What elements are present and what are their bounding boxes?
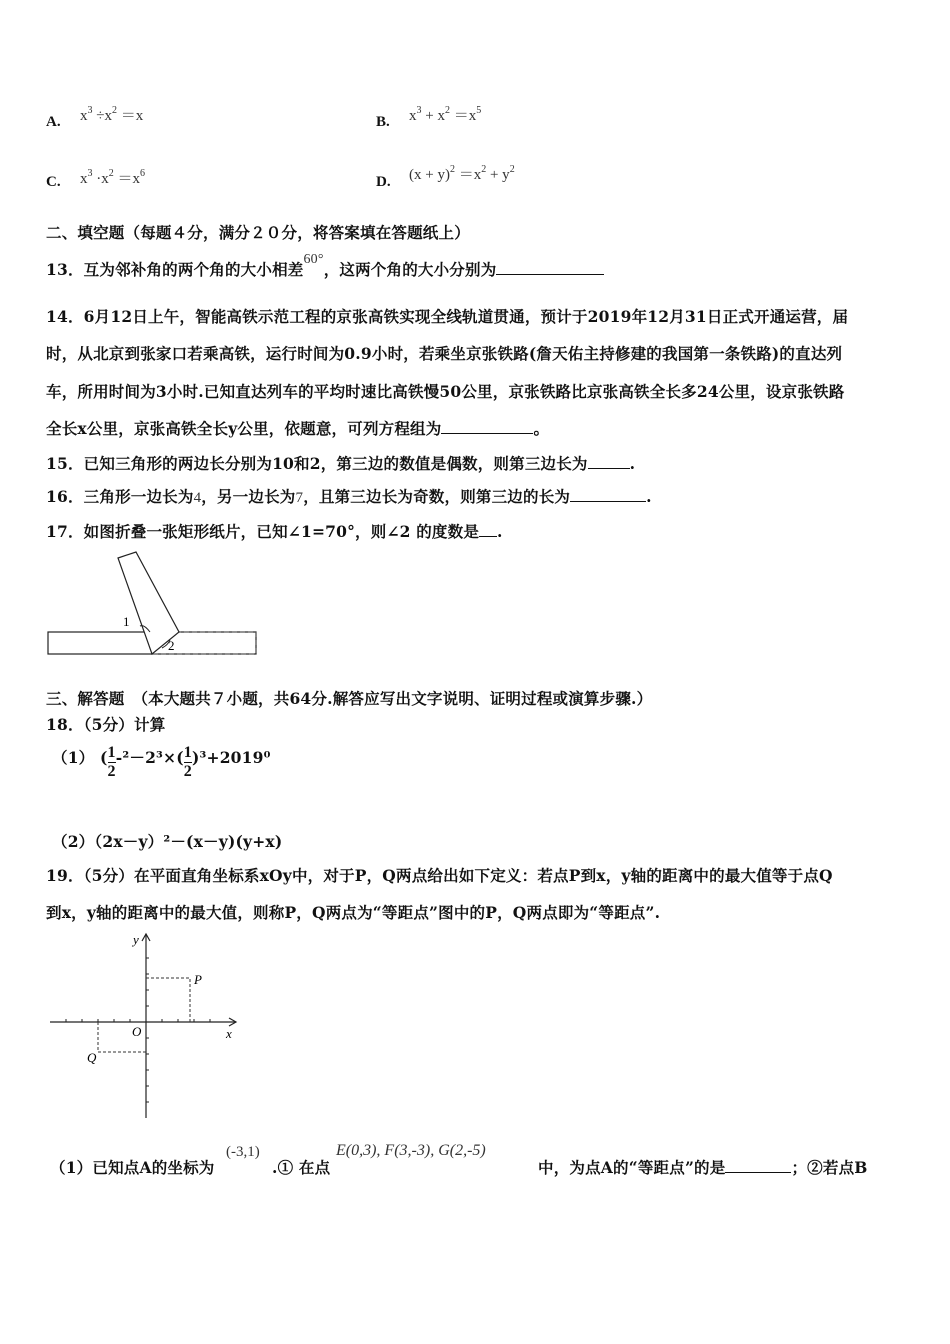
q19-answer-blank[interactable] <box>725 1158 791 1173</box>
q17-answer-blank[interactable] <box>479 522 497 537</box>
angle-2-label: 2 <box>168 638 175 653</box>
q14-line-4-text: 全长x公里，京张高铁全长y公里，依题意，可列方程组为 <box>46 419 442 438</box>
q16-side-a: 4 <box>193 490 202 506</box>
point-q-label: Q <box>87 1050 97 1065</box>
q14-answer-blank[interactable] <box>441 419 533 434</box>
coordinate-plane-figure <box>46 930 246 1122</box>
q18-fraction-1: $\frac{1}{2}$ <box>107 744 116 780</box>
angle-1-label: 1 <box>123 614 130 629</box>
origin-label: O <box>132 1024 142 1039</box>
q19-line-1: 19．（5分）在平面直角坐标系xOy中，对于P，Q两点给出如下定义：若点P到x，y轴的距离中的最大值等于点Q <box>46 866 833 885</box>
q18-part-1-b: )³+2019⁰ <box>191 747 271 767</box>
q15-answer-blank[interactable] <box>588 454 630 469</box>
option-b-expression: $x^3 + x^2 =x^5$ <box>409 105 482 124</box>
q14-line-1: 14．6月12日上午，智能高铁示范工程的京张高铁实现全线轨道贯通，预计于2019年12月31日正式开通运营，届 <box>46 307 849 326</box>
q17-end: . <box>497 522 503 541</box>
q14-line-4 <box>46 417 549 439</box>
question-13 <box>46 252 604 280</box>
q19-sub-1-line <box>538 1156 868 1178</box>
q18-title: 18．（5分）计算 <box>46 715 166 734</box>
point-p-guides <box>146 978 190 1022</box>
q13-angle: 60° <box>303 252 324 267</box>
q16-prefix: 16．三角形一边长为 <box>46 487 194 506</box>
q18-part-1: （1） ( $\frac{1}{2}$ -²－2³×( $\frac{1}{2}$ )³+2019⁰ <box>52 744 271 780</box>
q16-answer-blank[interactable] <box>570 487 646 502</box>
option-c-letter: C. <box>46 174 61 190</box>
q18-part-1-a: -²－2³×( <box>115 747 184 767</box>
q15-text: 15．已知三角形的两边长分别为10和2，第三边的数值是偶数，则第三边长为 <box>46 454 588 473</box>
q19-line-2: 到x，y轴的距离中的最大值，则称P，Q两点为“等距点”图中的P，Q两点即为“等距点”. <box>46 903 661 922</box>
option-d-letter: D. <box>376 174 391 190</box>
folded-paper-figure <box>40 548 270 663</box>
option-d-expression: $(x + y)^2 =x^2 + y^2$ <box>409 164 515 183</box>
q13-suffix: ，这两个角的大小分别为 <box>323 260 497 279</box>
x-axis-label: x <box>226 1026 232 1041</box>
question-17 <box>46 520 503 542</box>
q18-part-2: （2）（2x－y）²－(x－y)(y+x) <box>52 832 283 851</box>
q17-text: 17．如图折叠一张矩形纸片，已知∠1=70°，则∠2 的度数是 <box>46 522 480 541</box>
q19-sub-1-text-c: 中，为点A的“等距点”的是 <box>538 1158 726 1177</box>
q14-line-3: 车，所用时间为3小时.已知直达列车的平均时速比高铁慢50公里，京张铁路比京张高铁全长多24公里，设京张铁路 <box>46 382 845 401</box>
q19-sub-1-text-a: （1）已知点A的坐标为 <box>50 1158 215 1177</box>
question-15 <box>46 452 635 474</box>
q18-fraction-2: $\frac{1}{2}$ <box>183 744 192 780</box>
y-axis-label: y <box>133 932 139 947</box>
q18-part-1-label: （1） <box>52 747 95 767</box>
option-b-letter: B. <box>376 114 390 130</box>
option-a-expression: $x^3 \div x^2 =x$ <box>80 105 144 124</box>
q16-suffix: ，且第三边长为奇数，则第三边的长为 <box>303 487 571 506</box>
q16-side-b: 7 <box>295 490 304 506</box>
q19-sub-1-text-d: ；②若点B <box>791 1158 868 1177</box>
q13-prefix: 13．互为邻补角的两个角的大小相差 <box>46 260 304 279</box>
section-3-heading: 三、解答题 （本大题共７小题，共64分.解答应写出文字说明、证明过程或演算步骤.） <box>46 689 653 708</box>
q14-line-2: 时，从北京到张家口若乘高铁，运行时间为0.9小时，若乘坐京张铁路(詹天佑主持修建的我国第一条铁路)的直达列 <box>46 344 843 363</box>
q16-end: . <box>646 487 652 506</box>
q19-sub-1-text-b: .① 在点 <box>272 1158 331 1177</box>
point-p-label: P <box>194 972 202 987</box>
q19-point-a: (-3,1) <box>226 1144 260 1160</box>
option-c-expression: $x^3 \cdot x^2 =x^6$ <box>80 168 146 187</box>
q15-end: . <box>629 454 636 473</box>
question-16 <box>46 485 652 507</box>
q13-answer-blank[interactable] <box>496 260 604 275</box>
section-2-heading: 二、填空题（每题４分，满分２０分，将答案填在答题纸上） <box>46 223 470 242</box>
option-a-letter: A. <box>46 114 61 130</box>
q16-mid: ，另一边长为 <box>201 487 296 506</box>
q19-points-efg: E(0,3), F(3,-3), G(2,-5) <box>336 1142 486 1159</box>
q14-line-4-end: 。 <box>533 419 550 438</box>
